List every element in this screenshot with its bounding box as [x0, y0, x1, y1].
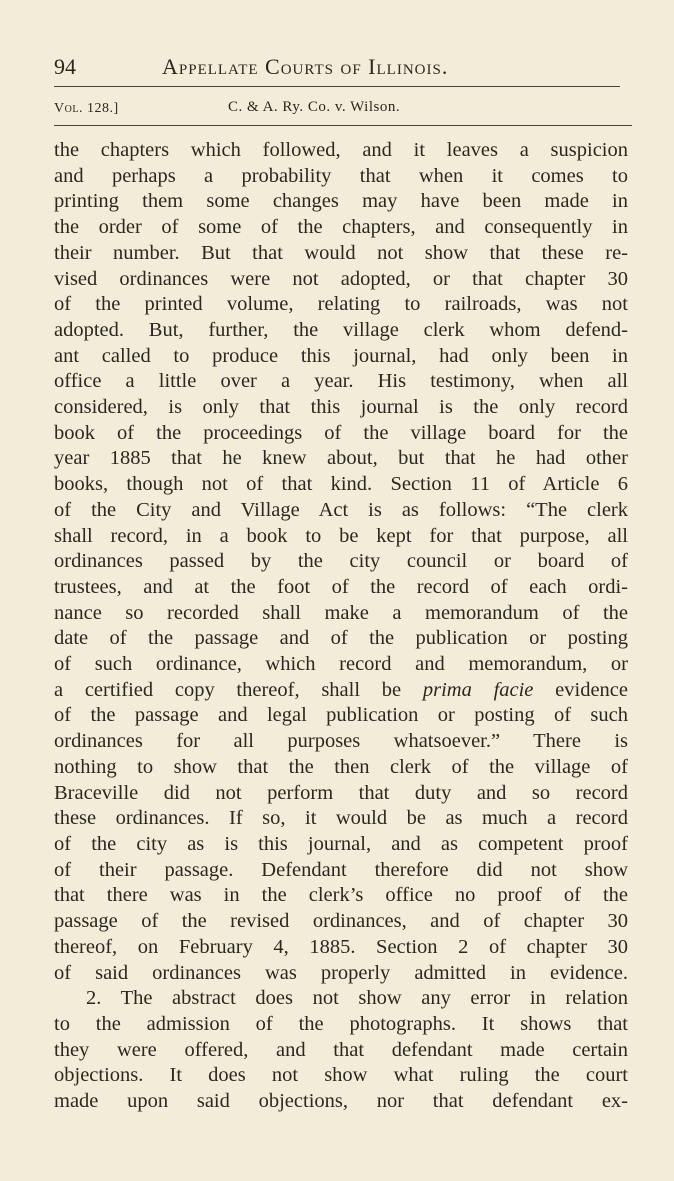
text-line: of the passage and legal publication or posting of such — [54, 704, 628, 727]
text-line-paragraph-start: 2. The abstract does not show any error in relation — [86, 987, 628, 1010]
body-text — [54, 138, 628, 1115]
text-line: of the printed volume, relating to railroads, was not — [54, 293, 628, 316]
text-line: date of the passage and of the publication or posting — [54, 627, 628, 650]
case-name: C. & A. Ry. Co. v. Wilson. — [228, 99, 401, 115]
text-line: ordinances passed by the city council or board of — [54, 550, 628, 573]
text-line: passage of the revised ordinances, and of chapter 30 — [54, 910, 628, 933]
text-line: of the city as is this journal, and as competent proof — [54, 832, 628, 855]
text-line-with-italic — [54, 678, 628, 704]
text-line: and perhaps a probability that when it comes to — [54, 164, 628, 187]
text-line: they were offered, and that defendant made certain — [54, 1038, 628, 1061]
text-line: to the admission of the photographs. It shows that — [54, 1012, 628, 1035]
text-line: Braceville did not perform that duty and so record — [54, 781, 628, 804]
text-line: that there was in the clerk’s office no proof of the — [54, 884, 628, 907]
text-line: nothing to show that the then clerk of the village of — [54, 755, 628, 778]
text-line: the order of some of the chapters, and consequently in — [54, 216, 628, 239]
text-line: of their passage. Defendant therefore did not show — [54, 858, 628, 881]
text-line: objections. It does not show what ruling the court — [54, 1064, 628, 1087]
text-line: trustees, and at the foot of the record of each ordi- — [54, 575, 628, 598]
text-segment: evidence — [555, 678, 628, 701]
text-line: vised ordinances were not adopted, or that chapter 30 — [54, 267, 628, 290]
volume-label: Vol. 128.] — [54, 101, 119, 116]
case-rule — [54, 125, 632, 126]
text-line: book of the proceedings of the village board for the — [54, 421, 628, 444]
text-line: thereof, on February 4, 1885. Section 2 of chapter 30 — [54, 935, 628, 958]
text-line: year 1885 that he knew about, but that he had other — [54, 447, 628, 470]
text-line: their number. But that would not show that these re- — [54, 241, 628, 264]
text-line: ant called to produce this journal, had only been in — [54, 344, 628, 367]
italic-phrase: prima facie — [422, 678, 534, 701]
text-line: of said ordinances was properly admitted in evidence. — [54, 961, 628, 984]
text-line: considered, is only that this journal is the only record — [54, 396, 628, 419]
text-line: these ordinances. If so, it would be as much a record — [54, 807, 628, 830]
text-line: the chapters which followed, and it leaves a suspicion — [54, 139, 628, 161]
text-line: office a little over a year. His testimony, when all — [54, 370, 628, 393]
text-line: ordinances for all purposes whatsoever.” There is — [54, 730, 628, 753]
text-line: of such ordinance, which record and memorandum, or — [54, 653, 628, 676]
header-rule — [54, 86, 620, 87]
case-line — [54, 99, 620, 121]
text-line: made upon said objections, nor that defendant ex- — [54, 1090, 628, 1113]
text-line: of the City and Village Act is as follows: “The clerk — [54, 498, 628, 521]
text-line: nance so recorded shall make a memorandum of the — [54, 601, 628, 624]
text-line: printing them some changes may have been made in — [54, 190, 628, 213]
running-title: Appellate Courts of Illinois. — [162, 54, 449, 79]
text-line: books, though not of that kind. Section 11 of Article 6 — [54, 473, 628, 496]
running-head — [54, 54, 632, 82]
text-line: shall record, in a book to be kept for that purpose, all — [54, 524, 628, 547]
page-number: 94 — [54, 54, 76, 79]
text-segment: a certified copy thereof, shall be — [54, 678, 402, 701]
text-line: adopted. But, further, the village clerk whom defend- — [54, 318, 628, 341]
